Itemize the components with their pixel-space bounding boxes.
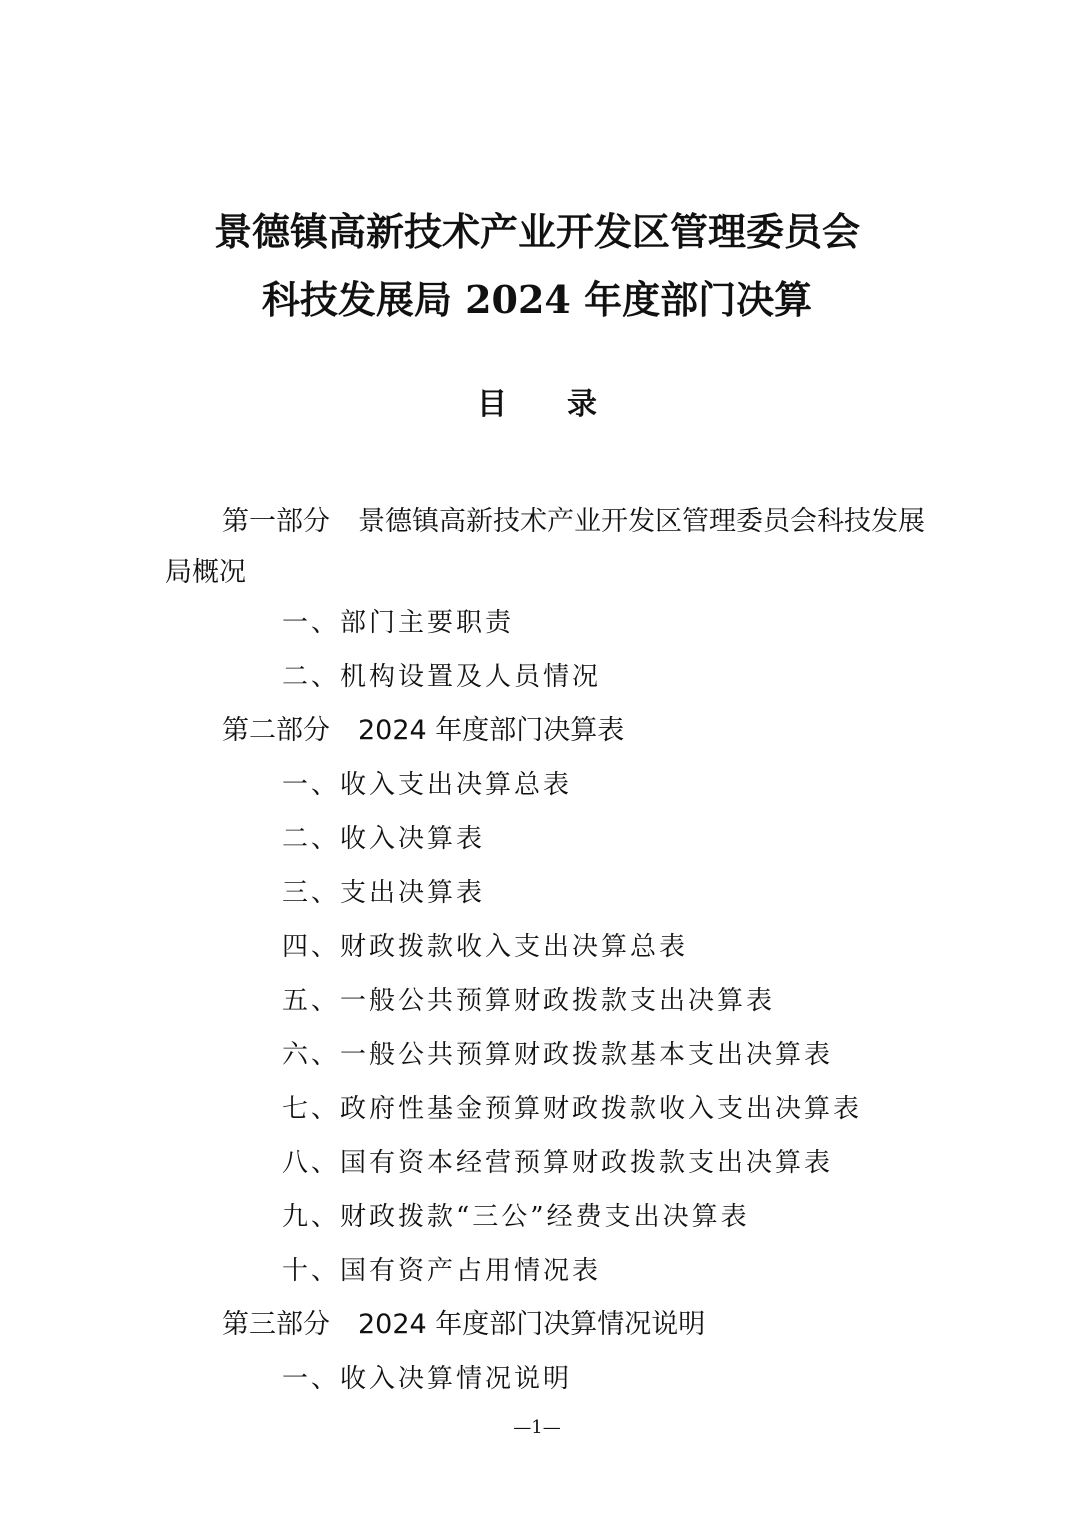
toc-item: 七、政府性基金预算财政拨款收入支出决算表: [282, 1094, 863, 1124]
toc-item: 一、收入决算情况说明: [282, 1364, 573, 1394]
toc-item: 五、一般公共预算财政拨款支出决算表: [282, 986, 776, 1016]
toc-heading: 目 录: [477, 387, 597, 422]
toc-item: 六、一般公共预算财政拨款基本支出决算表: [282, 1040, 834, 1070]
toc-part-2-title: 2024 年度部门决算表: [358, 715, 625, 746]
toc-item: 八、国有资本经营预算财政拨款支出决算表: [282, 1148, 834, 1178]
toc-item: 二、机构设置及人员情况: [282, 662, 602, 692]
toc-item: 九、财政拨款“三公”经费支出决算表: [282, 1202, 750, 1232]
toc-item: 一、部门主要职责: [282, 608, 515, 638]
toc-part-1-title: 景德镇高新技术产业开发区管理委员会科技发展局概况: [165, 506, 925, 588]
page-number: —1—: [513, 1417, 561, 1438]
toc-item: 一、收入支出决算总表: [282, 770, 573, 800]
toc-part-3-number: 第三部分: [222, 1309, 330, 1340]
document-title-line-2: 科技发展局 2024 年度部门决算: [261, 277, 813, 322]
toc-part-1: [165, 496, 925, 598]
toc-part-1-number: 第一部分: [222, 506, 330, 537]
toc-item: 四、财政拨款收入支出决算总表: [282, 932, 689, 962]
toc-part-3-title: 2024 年度部门决算情况说明: [358, 1309, 706, 1340]
document-title-line-1: 景德镇高新技术产业开发区管理委员会: [213, 209, 860, 254]
toc-item: 十、国有资产占用情况表: [282, 1256, 602, 1286]
toc-item: 三、支出决算表: [282, 878, 486, 908]
toc-item: 二、收入决算表: [282, 824, 486, 854]
toc-part-2: [222, 713, 624, 749]
toc-part-3: [222, 1307, 705, 1343]
toc-part-2-number: 第二部分: [222, 715, 330, 746]
